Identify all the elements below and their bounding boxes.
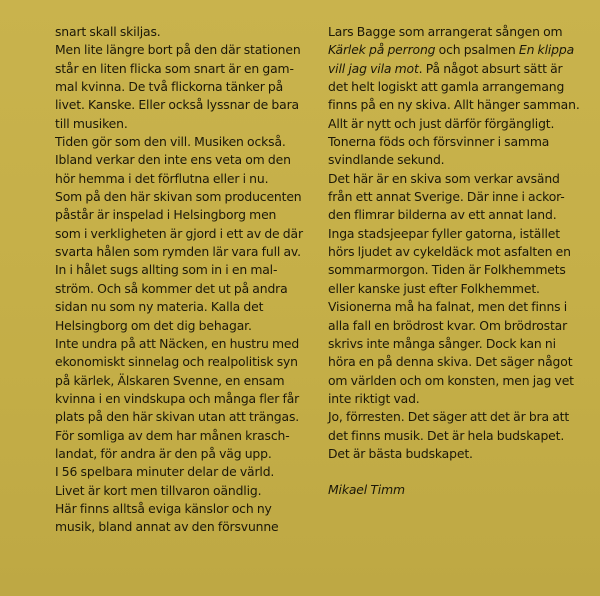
text-line: Men lite längre bort på den där stationen <box>55 42 301 58</box>
right-text-column <box>328 23 580 500</box>
text-line: Allt är nytt och just därför förgängligt. <box>328 115 555 131</box>
text-line: Inga stadsjeepar fyller gatorna, istället <box>328 225 560 241</box>
text-line: Som på den här skivan som producenten <box>55 189 302 205</box>
text-line: Tonerna föds och försvinner i samma <box>328 134 550 150</box>
text-line: påstår är inspelad i Helsingborg men <box>55 207 277 223</box>
text-line <box>328 60 573 78</box>
text-line: plats på den här skivan utan att trängas. <box>55 409 300 425</box>
text-line: höra en på denna skiva. Det säger något <box>328 354 573 370</box>
left-text-column <box>55 23 310 537</box>
text-line <box>328 41 573 59</box>
text-line: Ibland verkar den inte ens veta om den <box>55 152 291 168</box>
text-line: Inte undra på att Näcken, en hustru med <box>55 335 300 351</box>
text-line: I 56 spelbara minuter delar de värld. <box>55 464 275 480</box>
text-line: Helsingborg om det dig behagar. <box>55 317 252 333</box>
text-line: skrivs inte många sånger. Dock kan ni <box>328 335 556 351</box>
text-line: sommarmorgon. Tiden är Folkhemmets <box>328 262 566 278</box>
text-line: Livet är kort men tillvaron oändlig. <box>55 482 262 498</box>
text-fragment: och psalmen <box>435 42 519 58</box>
hymn-title: vill jag vila mot <box>328 60 419 76</box>
text-line: sidan nu som ny materia. Kalla det <box>55 299 264 315</box>
text-line: finns på en ny skiva. Allt hänger samman. <box>328 97 580 113</box>
hymn-title: En klippa <box>518 42 575 58</box>
text-line: kvinna i en vindskupa och många fler får <box>55 390 300 406</box>
text-line: Lars Bagge som arrangerat sången om <box>328 24 563 39</box>
text-line: till musiken. <box>55 115 128 131</box>
text-fragment: . På något absurt sätt är <box>418 60 563 76</box>
text-line: Visionerna må ha falnat, men det finns i <box>328 299 568 315</box>
text-line: svarta hålen som rymden lär vara full av. <box>55 244 301 260</box>
text-line: som i verkligheten är gjord i ett av de där <box>55 225 303 241</box>
text-line: står en liten flicka som snart är en gam- <box>55 60 294 76</box>
text-line: Tiden gör som den vill. Musiken också. <box>55 134 286 150</box>
text-line: För somliga av dem har månen krasch- <box>55 427 290 443</box>
text-line: Det här är en skiva som verkar avsänd <box>328 170 560 186</box>
text-line: hörs ljudet av cykeldäck mot asfalten en <box>328 244 571 260</box>
text-line: det finns musik. Det är hela budskapet. <box>328 427 565 443</box>
song-title: Kärlek på perrong <box>328 42 436 58</box>
text-line: landat, för andra är den på väg upp. <box>55 445 272 461</box>
text-line: livet. Kanske. Eller också lyssnar de bara <box>55 97 299 113</box>
text-line: ekonomiskt sinnelag och realpolitisk syn <box>55 354 298 370</box>
text-line: Det är bästa budskapet. <box>328 445 473 461</box>
text-line: musik, bland annat av den försvunne <box>55 519 279 535</box>
text-line: alla fall en brödrost kvar. Om brödrostar <box>328 317 568 333</box>
text-line: Här finns alltså eviga känslor och ny <box>55 500 272 516</box>
text-line: inte riktigt vad. <box>328 390 420 406</box>
text-line: det helt logiskt att gamla arrangemang <box>328 79 565 95</box>
text-line: den flimrar bilderna av ett annat land. <box>328 207 557 223</box>
author-signature: Mikael Timm <box>328 482 405 498</box>
text-line: ström. Och så kommer det ut på andra <box>55 280 288 296</box>
text-line: svindlande sekund. <box>328 152 445 168</box>
text-line: från ett annat Sverige. Där inne i ackor- <box>328 189 565 205</box>
text-line: snart skall skiljas. <box>55 24 161 39</box>
text-line: In i hålet sugs allting som in i en mal- <box>55 262 278 278</box>
text-line: eller kanske just efter Folkhemmet. <box>328 280 540 296</box>
text-line: hör hemma i det förflutna eller i nu. <box>55 170 269 186</box>
text-line: Jo, förresten. Det säger att det är bra att <box>328 409 570 425</box>
text-line: på kärlek, Älskaren Svenne, en ensam <box>55 372 285 388</box>
text-line: mal kvinna. De två flickorna tänker på <box>55 79 284 95</box>
text-line: om världen och om konsten, men jag vet <box>328 372 574 388</box>
